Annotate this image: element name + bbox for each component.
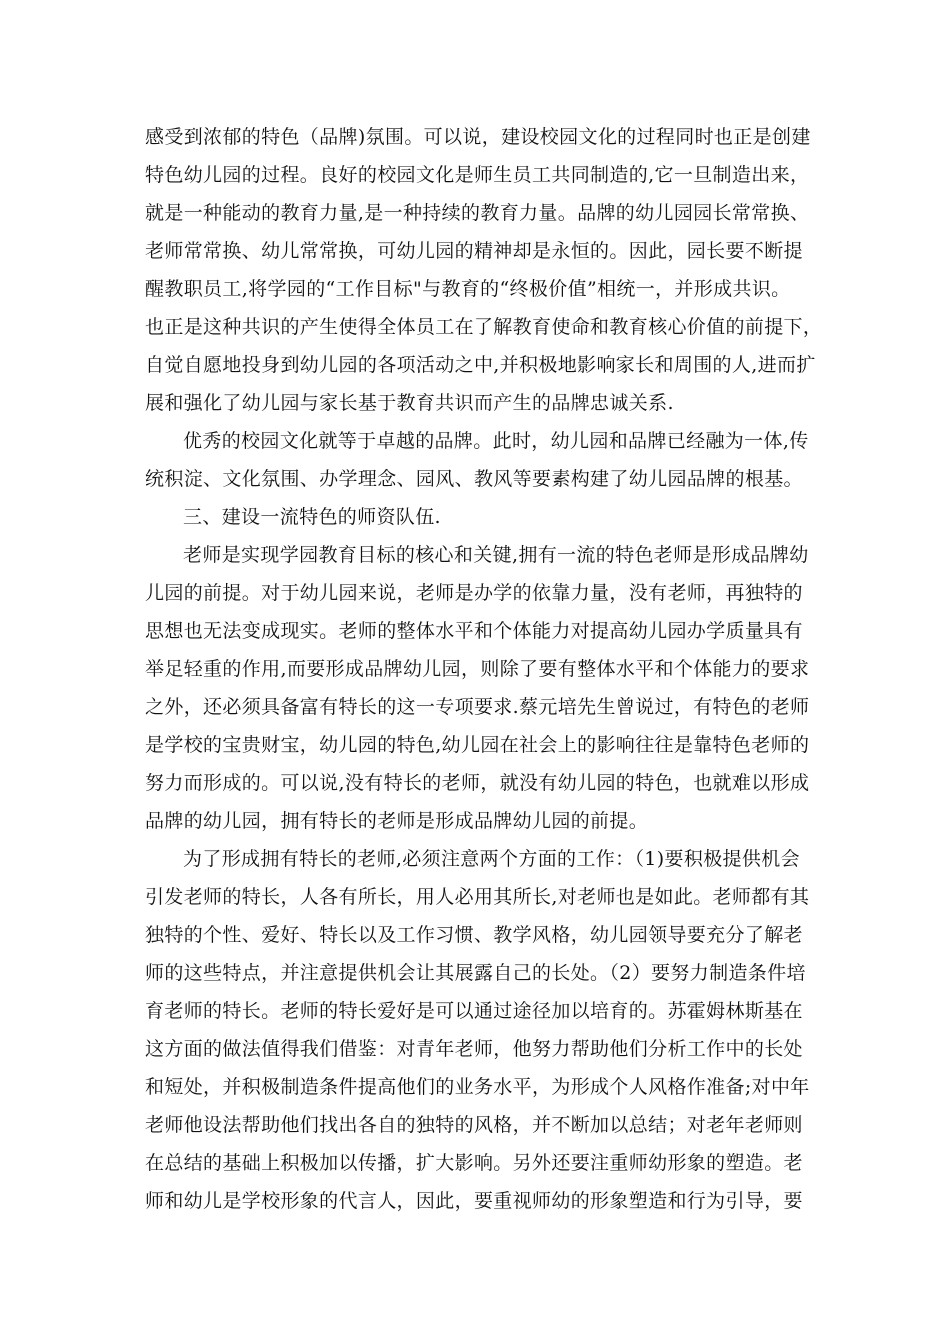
text-line: 就是一种能动的教育力量,是一种持续的教育力量。品牌的幼儿园园长常常换、 <box>145 202 810 224</box>
text-line: 在总结的基础上积极加以传播，扩大影响。另外还要注重师幼形象的塑造。老 <box>145 1152 803 1174</box>
text-line: 老师常常换、幼儿常常换，可幼儿园的精神却是永恒的。因此，园长要不断提 <box>145 240 803 262</box>
text-line: 努力而形成的。可以说,没有特长的老师，就没有幼儿园的特色，也就难以形成 <box>145 772 810 794</box>
text-line: 品牌的幼儿园，拥有特长的老师是形成品牌幼儿园的前提。 <box>145 810 649 832</box>
text-line: 这方面的做法值得我们借鉴：对青年老师，他努力帮助他们分析工作中的长处 <box>145 1038 803 1060</box>
paragraph-2 <box>145 422 810 498</box>
text-line: 思想也无法变成现实。老师的整体水平和个体能力对提高幼儿园办学质量具有 <box>145 620 803 642</box>
text-line: 特色幼儿园的过程。良好的校园文化是师生员工共同制造的,它一旦制造出来， <box>145 164 810 186</box>
text-line: 儿园的前提。对于幼儿园来说，老师是办学的依靠力量，没有老师，再独特的 <box>145 582 803 604</box>
body-text <box>145 118 823 1220</box>
paragraph-5 <box>145 840 810 1220</box>
text-line: 统积淀、文化氛围、办学理念、园风、教风等要素构建了幼儿园品牌的根基。 <box>145 468 803 490</box>
text-line: 独特的个性、爱好、特长以及工作习惯、教学风格，幼儿园领导要充分了解老 <box>145 924 803 946</box>
text-line: 和短处，并积极制造条件提高他们的业务水平，为形成个人风格作准备;对中年 <box>145 1076 810 1098</box>
section-heading <box>145 498 810 536</box>
text-line: 也正是这种共识的产生使得全体员工在了解教育使命和教育核心价值的前提下， <box>145 316 823 338</box>
text-line: 自觉自愿地投身到幼儿园的各项活动之中,并积极地影响家长和周围的人,进而扩 <box>145 354 816 376</box>
section-heading-text: 三、建设一流特色的师资队伍. <box>183 506 441 528</box>
text-line: 展和强化了幼儿园与家长基于教育共识而产生的品牌忠诚关系. <box>145 392 674 414</box>
paragraph-4 <box>145 536 810 840</box>
text-line: 师的这些特点，并注意提供机会让其展露自己的长处。（2）要努力制造条件培 <box>145 962 806 984</box>
paragraph-1 <box>145 118 823 422</box>
text-line: 优秀的校园文化就等于卓越的品牌。此时，幼儿园和品牌已经融为一体,传 <box>183 430 809 452</box>
text-line: 引发老师的特长，人各有所长，用人必用其所长,对老师也是如此。老师都有其 <box>145 886 810 908</box>
text-line: 是学校的宝贵财宝，幼儿园的特色,幼儿园在社会上的影响往往是靠特色老师的 <box>145 734 810 756</box>
text-line: 举足轻重的作用,而要形成品牌幼儿园，则除了要有整体水平和个体能力的要求 <box>145 658 810 680</box>
text-line: 老师是实现学园教育目标的核心和关键,拥有一流的特色老师是形成品牌幼 <box>183 544 809 566</box>
text-line: 醒教职员工,将学园的“工作目标"与教育的“终极价值”相统一，并形成共识。 <box>145 278 791 300</box>
text-line: 为了形成拥有特长的老师,必须注意两个方面的工作：（1)要积极提供机会 <box>183 848 800 870</box>
text-line: 之外，还必须具备富有特长的这一专项要求.蔡元培先生曾说过，有特色的老师 <box>145 696 810 718</box>
text-line: 育老师的特长。老师的特长爱好是可以通过途径加以培育的。苏霍姆林斯基在 <box>145 1000 803 1022</box>
text-line: 感受到浓郁的特色（品牌)氛围。可以说，建设校园文化的过程同时也正是创建 <box>145 126 811 148</box>
text-line: 老师他设法帮助他们找出各自的独特的风格，并不断加以总结；对老年老师则 <box>145 1114 803 1136</box>
text-line: 师和幼儿是学校形象的代言人，因此，要重视师幼的形象塑造和行为引导，要 <box>145 1190 803 1212</box>
